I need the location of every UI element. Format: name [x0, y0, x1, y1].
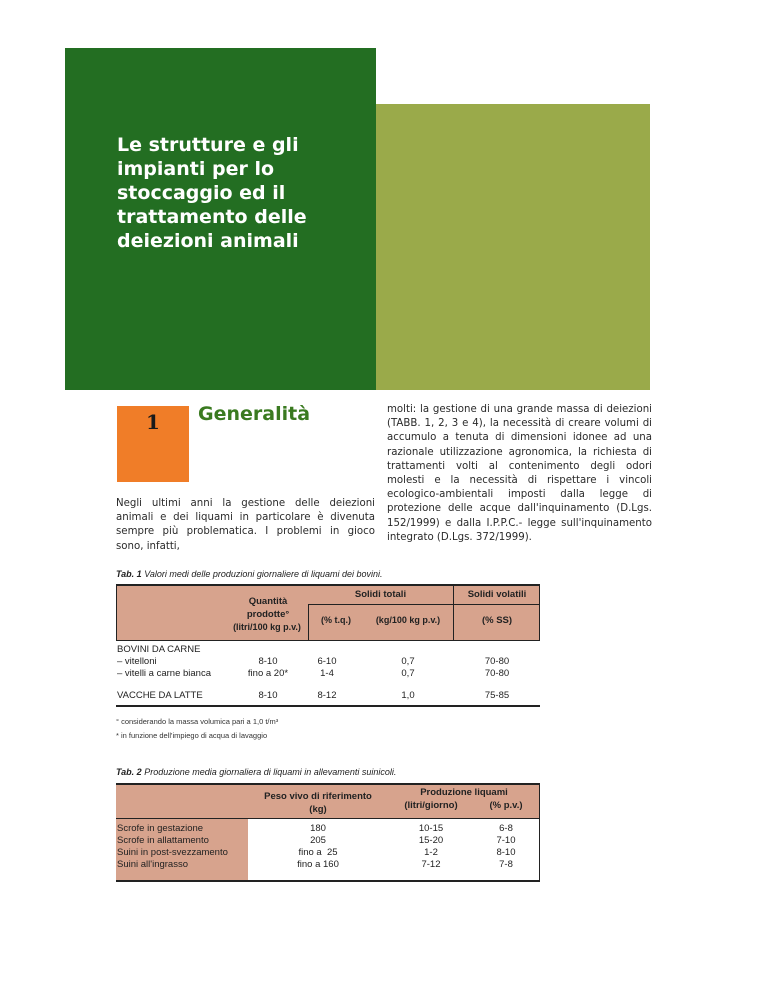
- table1-top-border: [116, 584, 540, 586]
- table1-col-prodotte: prodotte°: [246, 609, 290, 620]
- table1-bottom-border: [116, 705, 540, 707]
- section-number: 1: [146, 410, 160, 434]
- table2-cell-peso: fino a 25: [298, 847, 338, 858]
- table2-header-border: [116, 818, 540, 819]
- table1-col-litri: (litri/100 kg p.v.): [233, 622, 301, 632]
- table1-header-border: [116, 640, 540, 641]
- paragraph-left: Negli ultimi anni la gestione delle deiezioni animali e dei liquami in particolare è divenuta sempre più problematica. I problemi in gioco sono, infatti,: [116, 498, 375, 552]
- table1-cell-tq: 1-4: [320, 668, 334, 679]
- table1-left-border: [116, 584, 117, 640]
- table1-group-label: BOVINI DA CARNE: [117, 644, 201, 655]
- table2-row-label: Scrofe in allattamento: [117, 835, 209, 846]
- table2-row-label: Suini in post-svezzamento: [117, 847, 228, 858]
- table2-cell-peso: fino a 160: [297, 859, 339, 870]
- table2-row-label: Scrofe in gestazione: [117, 823, 204, 834]
- table1-cell-kg: 0,7: [401, 668, 415, 679]
- table1: [116, 584, 540, 706]
- table1-col-tq: (% t.q.): [321, 615, 351, 625]
- table2-cell-peso: 205: [310, 835, 326, 846]
- table2-cell-litri: 15-20: [418, 835, 444, 846]
- table1-cell-ss: 70-80: [484, 656, 510, 667]
- table2-cell-pv: 7-10: [496, 835, 516, 846]
- table2-caption-text: Produzione media giornaliera di liquami in allevamenti suinicoli.: [144, 767, 397, 777]
- table1-col-ss: (% SS): [481, 615, 513, 626]
- table2-cell-litri: 1-2: [424, 847, 438, 858]
- table1-cell-quantita: 8-10: [258, 656, 278, 667]
- table2: [116, 783, 540, 881]
- table1-row-label: – vitelloni: [117, 656, 157, 667]
- table1-cell-kg: 0,7: [401, 656, 415, 667]
- table2-col-litri: (litri/giorno): [404, 800, 458, 811]
- table1-col-quantita: Quantità: [248, 596, 288, 607]
- table1-row-label: VACCHE DA LATTE: [117, 690, 203, 701]
- table1-note: * in funzione dell'impiego di acqua di lavaggio: [116, 731, 268, 740]
- table2-col-peso-unit: (kg): [309, 804, 327, 815]
- table1-col-solidi-volatili: Solidi volatili: [467, 589, 527, 600]
- table1-caption: [116, 569, 383, 579]
- table2-col-produzione: Produzione liquami: [420, 787, 508, 798]
- table1-col-solidi-totali: Solidi totali: [354, 589, 407, 600]
- table1-cell-ss: 70-80: [484, 668, 510, 679]
- table1-cell-tq: 8-12: [317, 690, 337, 701]
- table1-cell-kg: 1,0: [401, 690, 415, 701]
- table2-cell-peso: 180: [310, 823, 326, 834]
- table2-cell-pv: 6-8: [499, 823, 513, 834]
- paragraph-right: molti: la gestione di una grande massa di deiezioni (TABB. 1, 2, 3 e 4), la necessità di creare volumi di accumulo a tenuta di dimensioni idonee ad una razionale utilizzazione agronomica, la richiesta di trattamenti volti al contenimento degli odori molesti e la necessità di rispettare i vincoli ecologico-ambientali imposti dalla legge di protezione delle acque dall'inquinamento (D.Lgs. 152/1999) e dalla I.P.P.C.- legge sull'inquinamento integrato (D.Lgs. 372/1999).: [387, 404, 652, 543]
- table1-cell-ss: 75-85: [484, 690, 510, 701]
- table1-caption-text: Valori medi delle produzioni giornaliere di liquami dei bovini.: [144, 569, 383, 579]
- table1-subheader-border: [308, 604, 540, 605]
- page-title: Le strutture e gli impianti per lo stoccaggio ed il trattamento delle deiezioni animali: [117, 134, 307, 252]
- table1-col-kg: (kg/100 kg p.v.): [375, 615, 441, 625]
- table2-caption-label: Tab. 2: [116, 767, 142, 777]
- table1-cell-quantita: fino a 20*: [247, 668, 289, 679]
- section-title: Generalità: [198, 403, 311, 425]
- table2-col-peso: Peso vivo di riferimento: [264, 791, 372, 802]
- table2-caption: [116, 767, 396, 777]
- table1-cell-tq: 6-10: [317, 656, 337, 667]
- table2-cell-litri: 10-15: [418, 823, 444, 834]
- table1-caption-label: Tab. 1: [116, 569, 142, 579]
- table1-note: ° considerando la massa volumica pari a 1,0 t/m³: [116, 717, 279, 726]
- table2-top-border: [116, 783, 540, 785]
- table1-cell-quantita: 8-10: [258, 690, 278, 701]
- table2-row-label: Suini all'ingrasso: [117, 859, 188, 870]
- table2-bottom-border: [116, 880, 540, 882]
- table2-cell-litri: 7-12: [421, 859, 441, 870]
- table2-col-pv: (% p.v.): [489, 800, 523, 811]
- table2-cell-pv: 8-10: [496, 847, 516, 858]
- table2-cell-pv: 7-8: [499, 859, 513, 870]
- table1-row-label: – vitelli a carne bianca: [117, 668, 211, 679]
- section-number-box: [117, 406, 189, 482]
